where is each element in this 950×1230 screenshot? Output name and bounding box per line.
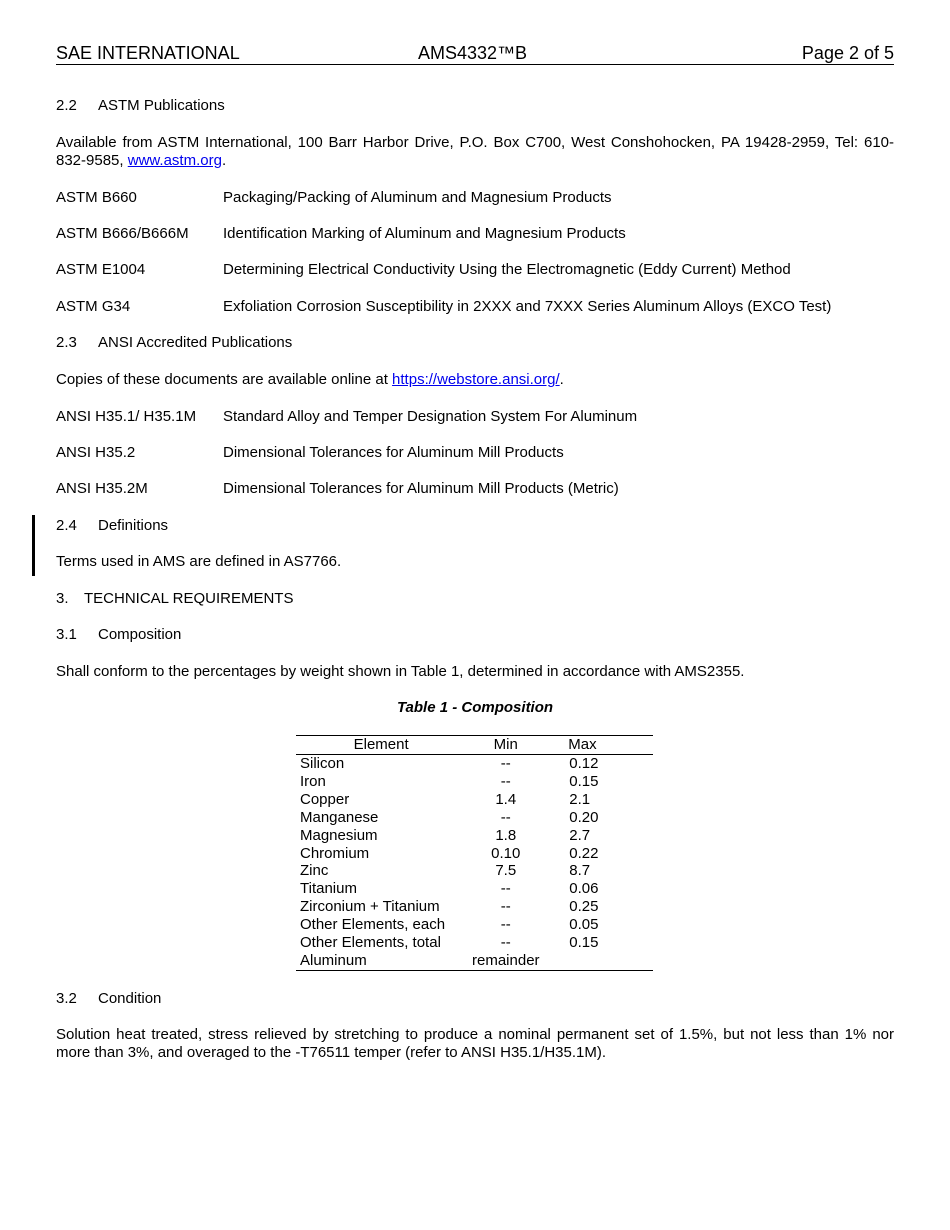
availability-text: Copies of these documents are available online at (56, 371, 393, 388)
ref-title: Determining Electrical Conductivity Using the Electromagnetic (Eddy Current) Method (223, 261, 791, 278)
table-row (296, 791, 653, 809)
table-row (296, 898, 653, 916)
ref-title: Packaging/Packing of Aluminum and Magnesium Products (223, 189, 612, 206)
element-cell: Chromium (300, 844, 370, 862)
max-cell: 2.7 (569, 826, 591, 844)
element-cell: Manganese (300, 808, 379, 826)
element-cell: Other Elements, total (300, 934, 441, 952)
min-cell: -- (500, 934, 511, 952)
table-row (296, 934, 653, 952)
min-cell: remainder (472, 951, 540, 969)
column-header-max: Max (549, 736, 653, 755)
page-header (56, 42, 894, 65)
ref-code: ANSI H35.2 (56, 444, 136, 461)
ref-code: ASTM B660 (56, 189, 137, 206)
max-cell: 0.06 (569, 880, 599, 898)
max-cell: 0.20 (569, 808, 599, 826)
ansi-availability-paragraph (56, 370, 564, 390)
table-row (296, 809, 653, 827)
max-cell: 0.12 (569, 755, 599, 772)
table-row (296, 773, 653, 791)
element-cell: Zinc (300, 862, 329, 880)
column-header-element: Element (296, 736, 462, 755)
astm-availability-paragraph (56, 134, 894, 170)
section-heading-2-2 (56, 96, 225, 116)
min-cell: -- (500, 808, 511, 826)
element-cell: Magnesium (300, 826, 378, 844)
ansi-webstore-link[interactable]: https://webstore.ansi.org/ (392, 371, 560, 388)
element-cell: Titanium (300, 880, 357, 898)
table-row (296, 755, 653, 773)
section-number: 2.3 (56, 334, 77, 351)
definitions-text: Terms used in AMS are defined in AS7766. (56, 553, 342, 570)
section-title: Composition (98, 626, 182, 643)
ref-code: ASTM G34 (56, 298, 131, 315)
min-cell: -- (500, 880, 511, 898)
max-cell (549, 952, 653, 970)
ref-code: ANSI H35.1/ H35.1M (56, 408, 197, 425)
max-cell: 2.1 (569, 790, 591, 808)
section-heading-3 (56, 589, 293, 609)
section-heading-3-2 (56, 989, 161, 1009)
header-doc-number: AMS4332™B (418, 43, 528, 63)
ref-title: Exfoliation Corrosion Susceptibility in 2XXX and 7XXX Series Aluminum Alloys (EXCO Test) (223, 298, 832, 315)
section-title: Definitions (98, 517, 169, 534)
element-cell: Silicon (300, 755, 345, 772)
punctuation: . (221, 152, 227, 169)
element-cell: Aluminum (300, 951, 367, 969)
section-title: TECHNICAL REQUIREMENTS (84, 590, 294, 607)
availability-text: Available from ASTM International, 100 Barr Harbor Drive, P.O. Box C700, West Conshohocken, PA 19428-2959, Tel: 610-832-9585, (56, 134, 894, 169)
condition-text: Solution heat treated, stress relieved by stretching to produce a nominal permanent set of 1.5%, but not less than 1% nor more than 3%, and overaged to the -T76511 temper (refer to ANSI H35.1/H35.1M). (56, 1026, 894, 1061)
table-row (296, 845, 653, 863)
ref-title: Identification Marking of Aluminum and Magnesium Products (223, 225, 626, 242)
section-title: Condition (98, 990, 162, 1007)
table-row (296, 916, 653, 934)
section-number: 3.2 (56, 990, 77, 1007)
min-cell: -- (500, 755, 511, 772)
max-cell: 0.25 (569, 898, 599, 916)
max-cell: 0.22 (569, 844, 599, 862)
element-cell: Zirconium + Titanium (300, 898, 440, 916)
composition-table (296, 735, 653, 971)
ref-title: Standard Alloy and Temper Designation System For Aluminum (223, 408, 638, 425)
min-cell: 1.8 (495, 826, 517, 844)
max-cell: 0.15 (569, 772, 599, 790)
ref-title: Dimensional Tolerances for Aluminum Mill Products (Metric) (223, 480, 619, 497)
element-cell: Iron (300, 772, 326, 790)
max-cell: 8.7 (569, 862, 591, 880)
table-row (296, 862, 653, 880)
max-cell: 0.15 (569, 934, 599, 952)
revision-change-bar (32, 515, 35, 576)
min-cell: -- (500, 898, 511, 916)
header-org: SAE INTERNATIONAL (56, 43, 240, 63)
ref-code: ANSI H35.2M (56, 480, 148, 497)
element-cell: Other Elements, each (300, 916, 446, 934)
table-row (296, 880, 653, 898)
section-heading-2-3 (56, 333, 292, 353)
composition-text: Shall conform to the percentages by weight shown in Table 1, determined in accordance with AMS2355. (56, 663, 745, 680)
min-cell: 0.10 (491, 844, 521, 862)
section-heading-2-4 (56, 516, 168, 536)
section-title: ANSI Accredited Publications (98, 334, 293, 351)
min-cell: -- (500, 916, 511, 934)
min-cell: 1.4 (495, 790, 517, 808)
punctuation: . (559, 371, 564, 388)
ref-code: ASTM E1004 (56, 261, 146, 278)
section-number: 2.2 (56, 97, 77, 114)
table-caption: Table 1 - Composition (396, 699, 554, 716)
ref-title: Dimensional Tolerances for Aluminum Mill Products (223, 444, 564, 461)
table-row (296, 952, 653, 970)
section-number: 3.1 (56, 626, 77, 643)
section-number: 3. (56, 590, 69, 607)
table-row (296, 827, 653, 845)
min-cell: -- (500, 772, 511, 790)
header-page-number: Page 2 of 5 (801, 43, 894, 63)
column-header-min: Min (462, 736, 549, 755)
min-cell: 7.5 (495, 862, 517, 880)
table-header-row (296, 736, 653, 755)
section-number: 2.4 (56, 517, 77, 534)
section-heading-3-1 (56, 625, 181, 645)
astm-link[interactable]: www.astm.org (127, 152, 222, 169)
element-cell: Copper (300, 790, 350, 808)
section-title: ASTM Publications (98, 97, 225, 114)
max-cell: 0.05 (569, 916, 599, 934)
ref-code: ASTM B666/B666M (56, 225, 189, 242)
